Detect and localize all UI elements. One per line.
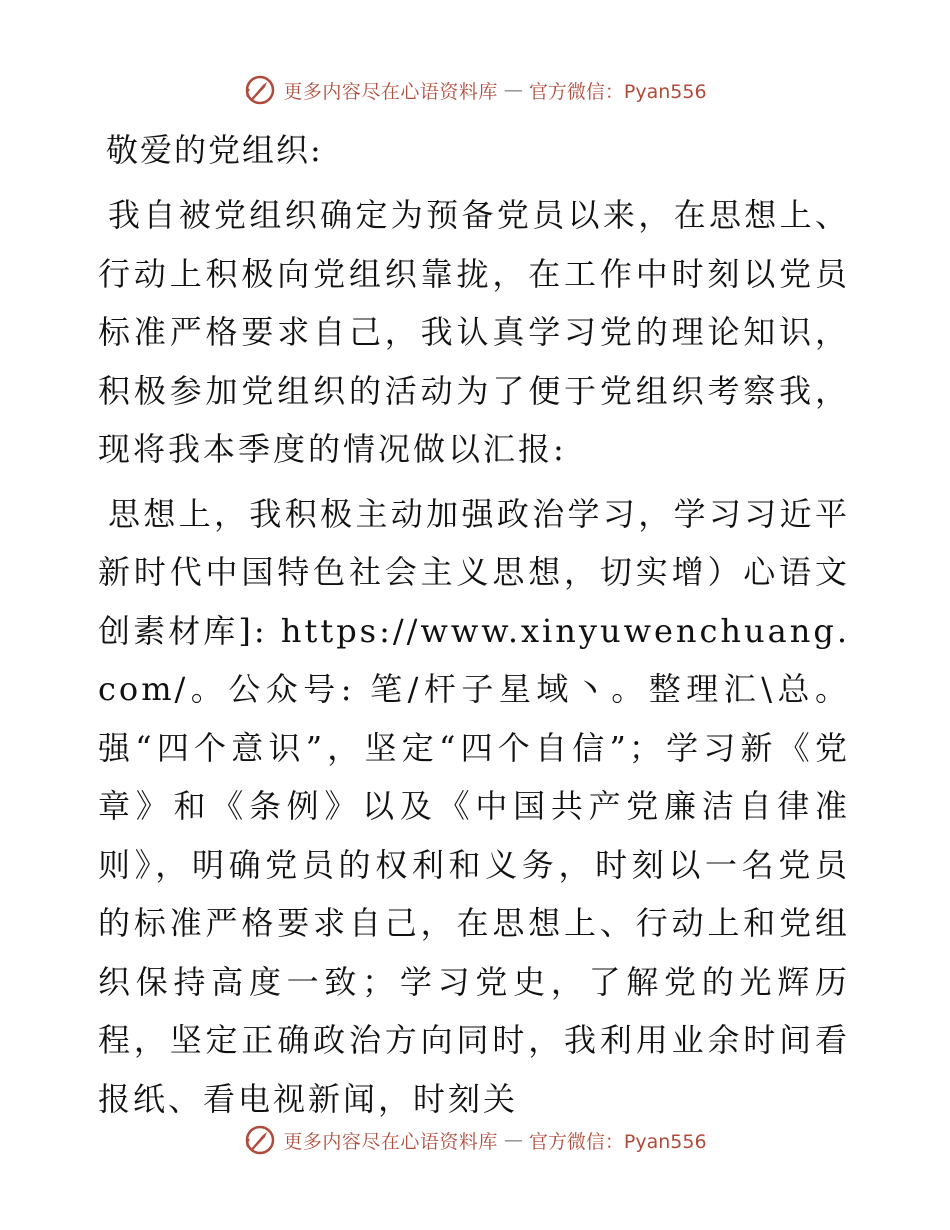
header-banner-contact: 官方微信：Pyan556	[528, 80, 707, 103]
salutation: 敬爱的党组织:	[106, 131, 323, 169]
paragraph-2: 思想上，我积极主动加强政治学习，学习习近平新时代中国特色社会主义思想，切实增）心语文创素材库]: https://www.xinyuwenchuang.com/。公众号: 笔/杆子星域丶。整理汇\总。强“四个意识”，坚定“四个自信”；学习新《党章》和《条例》以及《中国共产党廉洁自律准则》，明确党员的权利和义务，时刻以一名党员的标准严格要求自己，在思想上、行动上和党组织保持高度一致；学习党史，了解党的光辉历程，坚定正确政治方向同时，我利用业余时间看报纸、看电视新闻，时刻关	[98, 494, 850, 1118]
document-body	[98, 122, 850, 1134]
brush-logo-icon	[243, 73, 277, 107]
footer-banner-title: 更多内容尽在心语资料库	[283, 1130, 498, 1153]
footer-banner-contact: 官方微信：Pyan556	[528, 1130, 707, 1153]
header-banner-title: 更多内容尽在心语资料库	[283, 80, 498, 103]
header-banner-separator: —	[503, 79, 523, 101]
paragraph-1: 我自被党组织确定为预备党员以来，在思想上、行动上积极向党组织靠拢，在工作中时刻以党员标准严格要求自己，我认真学习党的理论知识，积极参加党组织的活动为了便于党组织考察我，现将我本季度的情况做以汇报:	[98, 196, 850, 468]
footer-banner-separator: —	[503, 1129, 523, 1151]
brush-logo-icon	[243, 1123, 277, 1157]
header-banner	[0, 70, 950, 110]
footer-banner	[0, 1120, 950, 1160]
